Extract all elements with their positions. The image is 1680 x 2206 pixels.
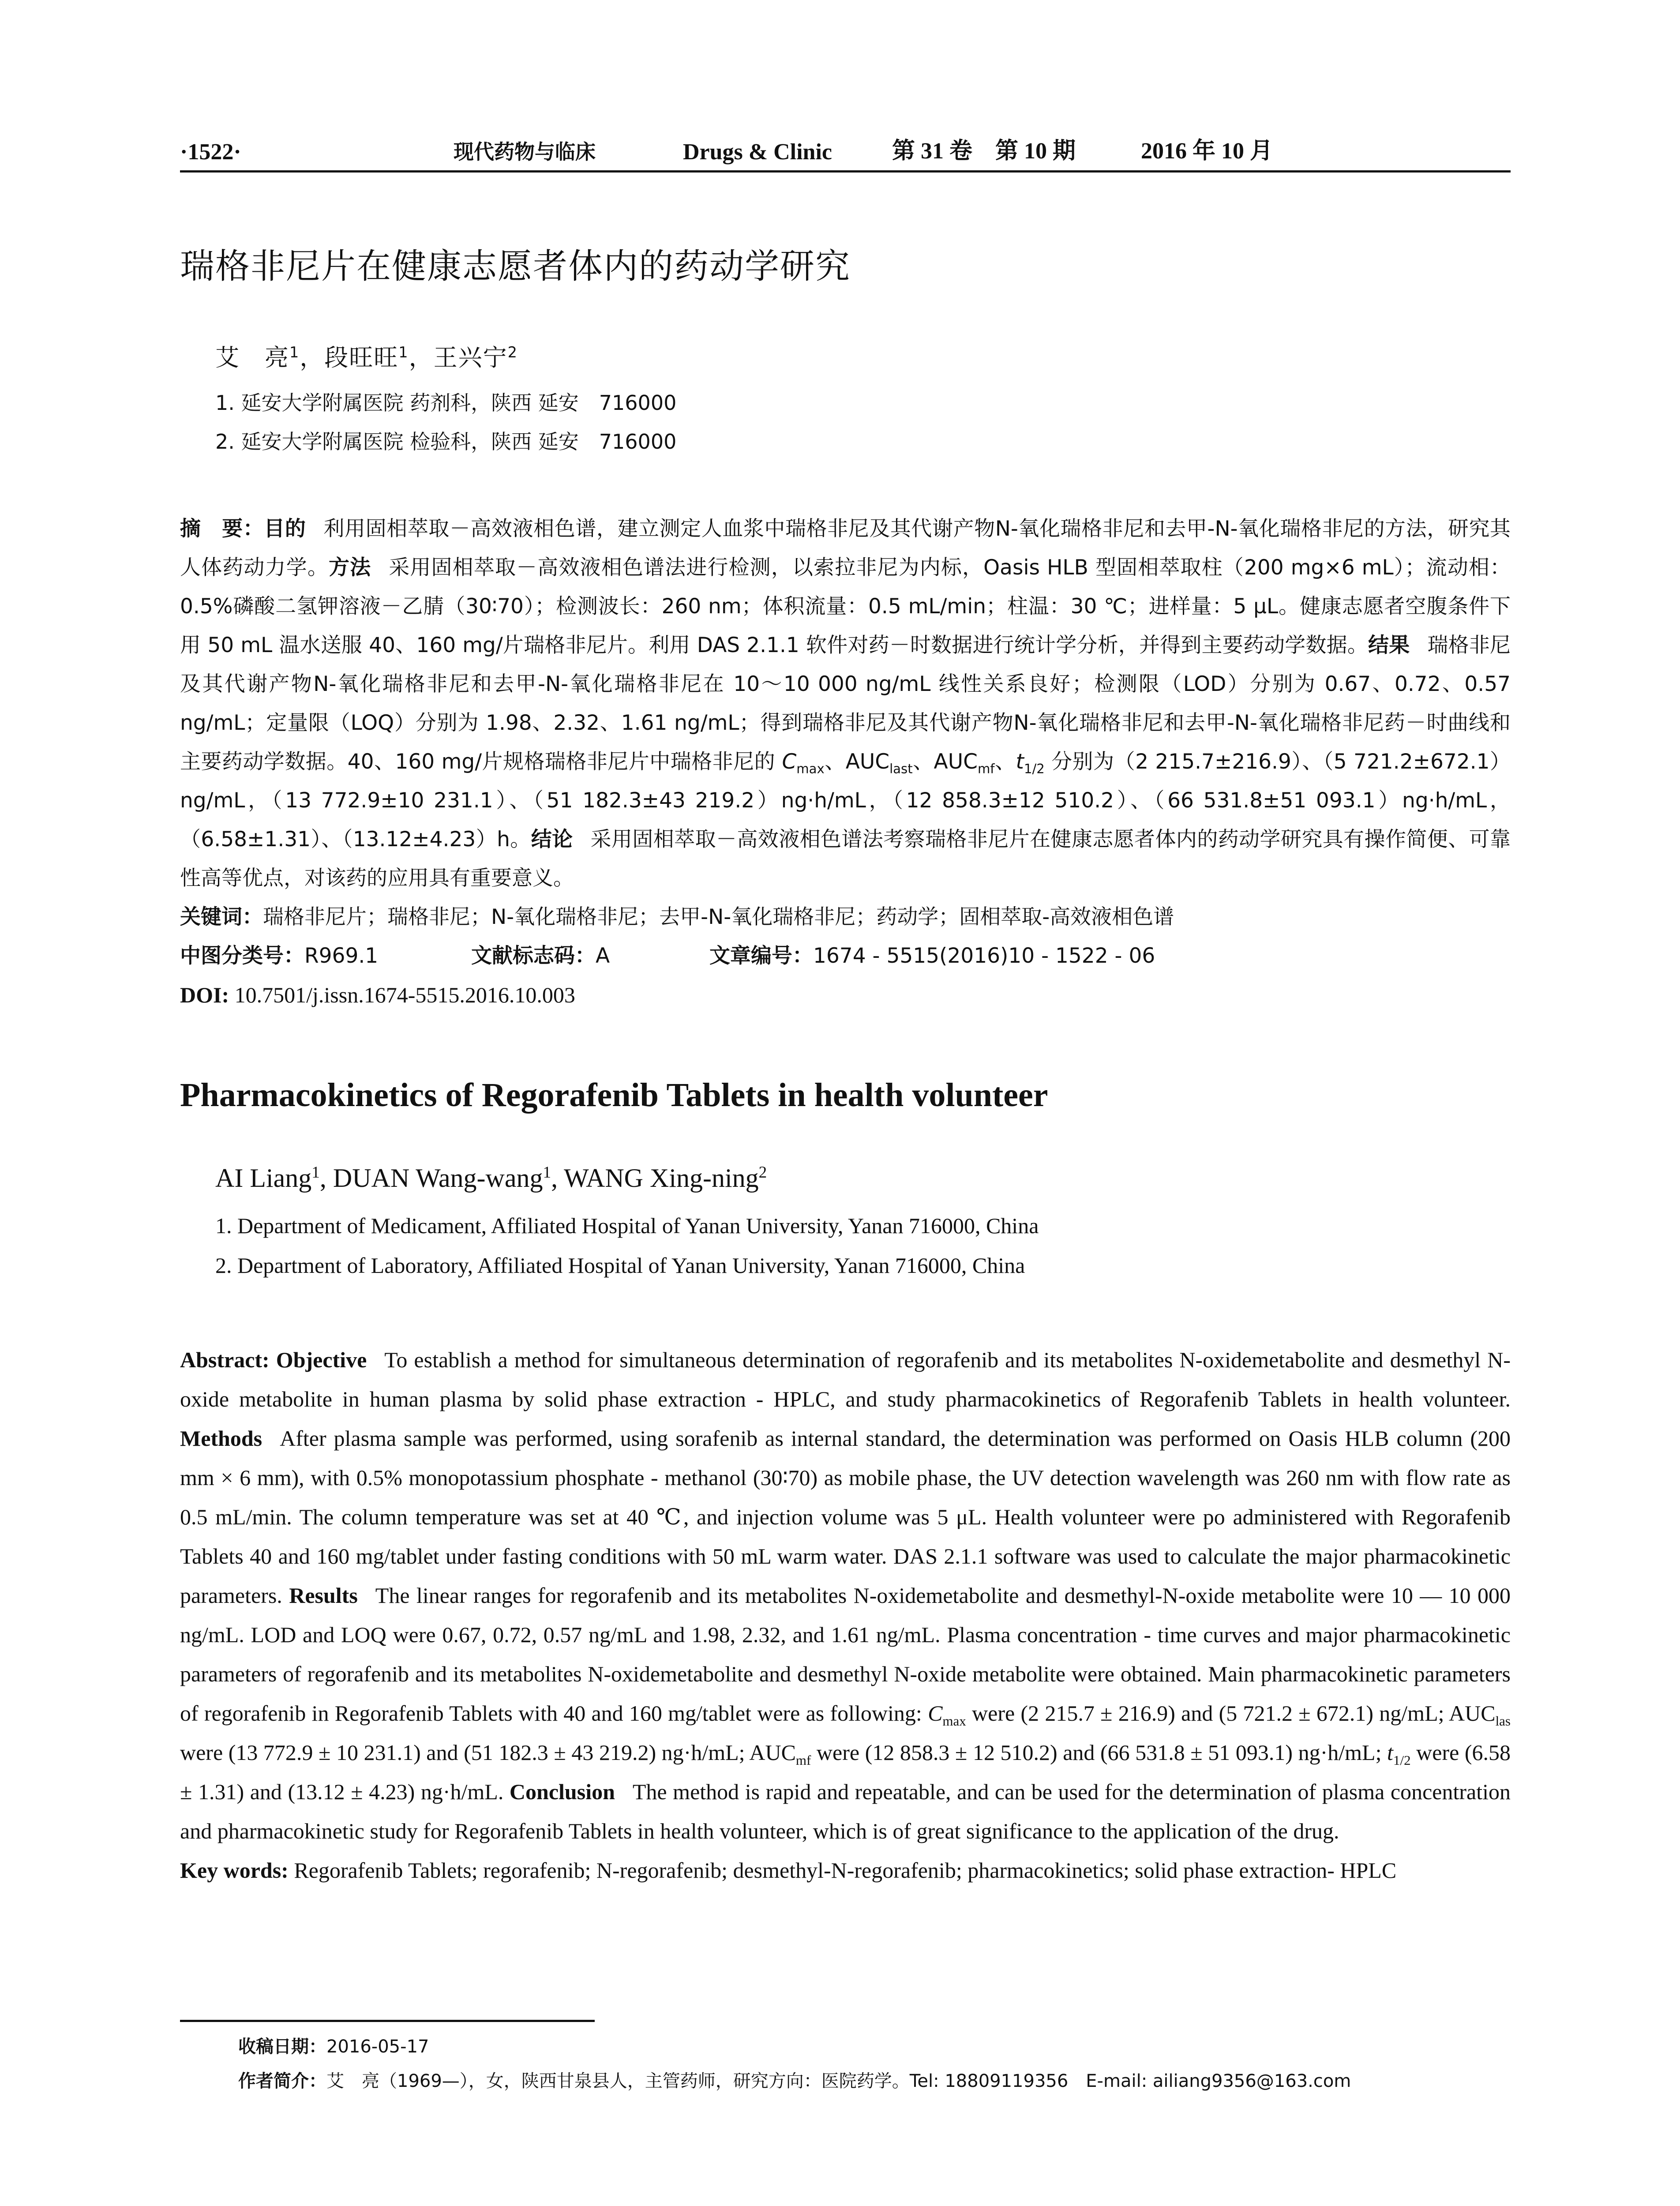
objective-text: To establish a method for simultaneous determination of regorafenib and its metabolites N-oxidemetabolite and desmethyl N-oxide metabolite in human plasma by solid phase extraction - HPLC, and study pharmacokinetics of Regorafenib Tablets in health volunteer. (180, 1347, 1511, 1411)
author-name: 艾 亮 (215, 344, 289, 371)
footnote-divider (180, 2020, 595, 2022)
results-sep: 、 (994, 750, 1016, 774)
subscript: 1/2 (1024, 761, 1045, 777)
footnotes (238, 2030, 1509, 2098)
methods-label: 方法 (328, 555, 371, 580)
doc-code-value: A (596, 944, 610, 968)
author-affil-mark: 1 (398, 344, 409, 361)
subscript: mf (795, 1752, 811, 1768)
author-affil-mark: 2 (758, 1163, 767, 1182)
en-affiliation: 1. Department of Medicament, Affiliated Hospital of Yanan University, Yanan 716000, China (215, 1213, 1039, 1238)
cn-affiliation: 1. 延安大学附属医院 药剂科，陕西 延安 716000 (215, 391, 677, 415)
symbol-t: t (1387, 1740, 1393, 1765)
author-name: AI Liang (215, 1163, 312, 1193)
doi-label: DOI: (180, 983, 229, 1007)
subscript: max (942, 1713, 966, 1729)
clc-number (180, 937, 471, 975)
classification-line (180, 937, 1511, 975)
author-separator: ， (300, 344, 325, 371)
journal-name-cn: 现代药物与临床 (454, 140, 596, 164)
author-name: 段旺旺 (324, 344, 399, 371)
cn-keywords (180, 898, 1511, 937)
abstract-label: 摘 要： (180, 517, 264, 541)
subscript: last (889, 761, 913, 777)
abstract-objective-label: Abstract: Objective (180, 1347, 367, 1372)
clc-label: 中图分类号： (180, 944, 304, 968)
journal-name-en: Drugs & Clinic (683, 139, 832, 165)
subscript: mf (977, 761, 995, 777)
keywords-text: Regorafenib Tablets; regorafenib; N-regorafenib; desmethyl-N-regorafenib; pharmacokinetics; solid phase extraction- HPLC (294, 1858, 1397, 1883)
author-affil-mark: 1 (311, 1163, 320, 1182)
cn-affiliations (180, 383, 1511, 461)
methods-label: Methods (180, 1426, 262, 1451)
conclusion-text: 采用固相萃取－高效液相色谱法考察瑞格非尼片在健康志愿者体内的药动学研究具有操作简便、可靠性高等优点，对该药的应用具有重要意义。 (180, 827, 1511, 890)
symbol-c: C (928, 1701, 943, 1726)
conclusion-label: Conclusion (509, 1779, 615, 1804)
received-label: 收稿日期： (238, 2037, 326, 2057)
results-text: 瑞格非尼及其代谢产物N-氧化瑞格非尼和去甲-N-氧化瑞格非尼在 10～10 000 ng/mL 线性关系良好；检测限（LOD）分别为 0.67、0.72、0.57 ng/mL；定量限（LOQ）分别为 1.98、2.32、1.61 ng/mL；得到瑞格非尼及其代谢产物N-氧化瑞格非尼和去甲-N-氧化瑞格非尼药－时曲线和主要药动学数据。40、160 mg/片规格瑞格非尼片中瑞格非尼的 (180, 633, 1511, 774)
author-bio (238, 2064, 1509, 2098)
author-name: DUAN Wang-wang (333, 1163, 543, 1193)
cn-affiliation: 2. 延安大学附属医院 检验科，陕西 延安 716000 (215, 430, 677, 454)
author-separator: ， (409, 344, 434, 371)
results-sep: 、AUC (824, 750, 890, 774)
en-affiliations (180, 1206, 1511, 1285)
cn-abstract (180, 510, 1511, 898)
author-separator: , (551, 1163, 564, 1193)
author-separator: , (319, 1163, 333, 1193)
keywords-label: 关键词： (180, 905, 263, 929)
results-text: The linear ranges for regorafenib and its metabolites N-oxidemetabolite and desmethyl-N-oxide metabolite were 10 — 10 000 ng/mL. LOD and LOQ were 0.67, 0.72, 0.57 ng/mL and 1.98, 2.32, and 1.61 ng/mL. Plasma concentration - time curves and major pharmacokinetic parameters of regorafenib and its metabolites N-oxidemetabolite and desmethyl N-oxide metabolite were obtained. Main pharmacokinetic parameters of regorafenib in Regorafenib Tablets with 40 and 160 mg/tablet were as following: (180, 1583, 1511, 1726)
results-text: 分别为（2 215.7±216.9）、（5 721.2±672.1）ng/mL，（13 772.9±10 231.1）、（51 182.3±43 219.2）ng·h/mL，（12 858.3±12 510.2）、（66 531.8±51 093.1）ng·h/mL，（6.58±1.31）、（13.12±4.23）h。 (180, 750, 1511, 852)
received-date (238, 2030, 1509, 2064)
results-text: were (6.58 ± 1.31) and (13.12 ± 4.23) ng·h/mL. (180, 1740, 1511, 1804)
author-bio-text: 艾 亮（1969—），女，陕西甘泉县人，主管药师，研究方向：医院药学。Tel: 18809119356 E-mail: ailiang9356@163.com (326, 2071, 1351, 2091)
author-affil-mark: 1 (543, 1163, 551, 1182)
symbol-c: C (782, 750, 797, 774)
issue-date: 2016 年 10 月 (1141, 139, 1273, 164)
doi-line (180, 975, 1511, 1014)
subscript: 1/2 (1393, 1752, 1411, 1768)
results-text: were (13 772.9 ± 10 231.1) and (51 182.3 ± 43 219.2) ng·h/mL; AUC (180, 1740, 796, 1765)
cn-title: 瑞格非尼片在健康志愿者体内的药动学研究 (180, 247, 851, 286)
keywords-text: 瑞格非尼片；瑞格非尼；N-氧化瑞格非尼；去甲-N-氧化瑞格非尼；药动学；固相萃取-高效液相色谱 (263, 905, 1174, 929)
conclusion-label: 结论 (531, 827, 573, 852)
objective-text: 利用固相萃取－高效液相色谱，建立测定人血浆中瑞格非尼及其代谢产物N-氧化瑞格非尼和去甲-N-氧化瑞格非尼的方法，研究其人体药动力学。 (180, 517, 1511, 580)
subscript: las (1495, 1713, 1511, 1729)
author-affil-mark: 1 (289, 344, 300, 361)
en-title: Pharmacokinetics of Regorafenib Tablets in health volunteer (180, 1077, 1048, 1114)
en-authors (180, 1163, 1511, 1193)
results-text: were (2 215.7 ± 216.9) and (5 721.2 ± 672.1) ng/mL; AUC (966, 1701, 1496, 1726)
clc-value: R969.1 (304, 944, 379, 968)
article-no-value: 1674 - 5515(2016)10 - 1522 - 06 (813, 944, 1155, 968)
article-number (709, 937, 1155, 975)
article-page (180, 132, 1511, 1890)
en-abstract (180, 1340, 1511, 1851)
author-affil-mark: 2 (507, 344, 518, 361)
results-label: Results (289, 1583, 358, 1608)
en-keywords (180, 1851, 1511, 1890)
article-no-label: 文章编号： (709, 944, 813, 968)
cn-authors (180, 339, 1511, 373)
keywords-label: Key words: (180, 1858, 289, 1883)
document-code (471, 937, 709, 975)
en-affiliation: 2. Department of Laboratory, Affiliated Hospital of Yanan University, Yanan 716000, China (215, 1253, 1025, 1278)
author-name: 王兴宁 (433, 344, 508, 371)
methods-text: After plasma sample was performed, using sorafenib as internal standard, the determination was performed on Oasis HLB column (200 mm × 6 mm), with 0.5% monopotassium phosphate - methanol (30∶70) as mobile phase, the UV detection wavelength was 260 nm with flow rate as 0.5 mL/min. The column temperature was set at 40 ℃, and injection volume was 5 μL. Health volunteer were po administered with Regorafenib Tablets 40 and 160 mg/tablet under fasting conditions with 50 mL warm water. DAS 2.1.1 software was used to calculate the major pharmacokinetic parameters. (180, 1426, 1511, 1608)
received-value: 2016-05-17 (326, 2037, 429, 2057)
subscript: max (796, 761, 825, 777)
author-name: WANG Xing-ning (564, 1163, 759, 1193)
page-number: ·1522· (180, 139, 241, 165)
doc-code-label: 文献标志码： (471, 944, 596, 968)
conclusion-text: The method is rapid and repeatable, and can be used for the determination of plasma concentration and pharmacokinetic study for Regorafenib Tablets in health volunteer, which is of great significance to the application of the drug. (180, 1779, 1511, 1843)
volume-issue: 第 31 卷 第 10 期 (892, 139, 1076, 164)
results-sep: 、AUC (912, 750, 978, 774)
doi-value: 10.7501/j.issn.1674-5515.2016.10.003 (234, 983, 575, 1007)
results-text: were (12 858.3 ± 12 510.2) and (66 531.8 ± 51 093.1) ng·h/mL; (811, 1740, 1388, 1765)
methods-text: 采用固相萃取－高效液相色谱法进行检测，以索拉非尼为内标，Oasis HLB 型固相萃取柱（200 mg×6 mL）；流动相：0.5%磷酸二氢钾溶液－乙腈（30∶70）；检测波长：260 nm；体积流量：0.5 mL/min；柱温：30 ℃；进样量：5 μL。健康志愿者空腹条件下用 50 mL 温水送服 40、160 mg/片瑞格非尼片。利用 DAS 2.1.1 软件对药－时数据进行统计学分析，并得到主要药动学数据。 (180, 555, 1511, 657)
running-header (180, 132, 1511, 173)
objective-label: 目的 (264, 517, 306, 541)
symbol-t: t (1016, 750, 1024, 774)
author-bio-label: 作者简介： (238, 2071, 326, 2091)
results-label: 结果 (1368, 633, 1410, 657)
